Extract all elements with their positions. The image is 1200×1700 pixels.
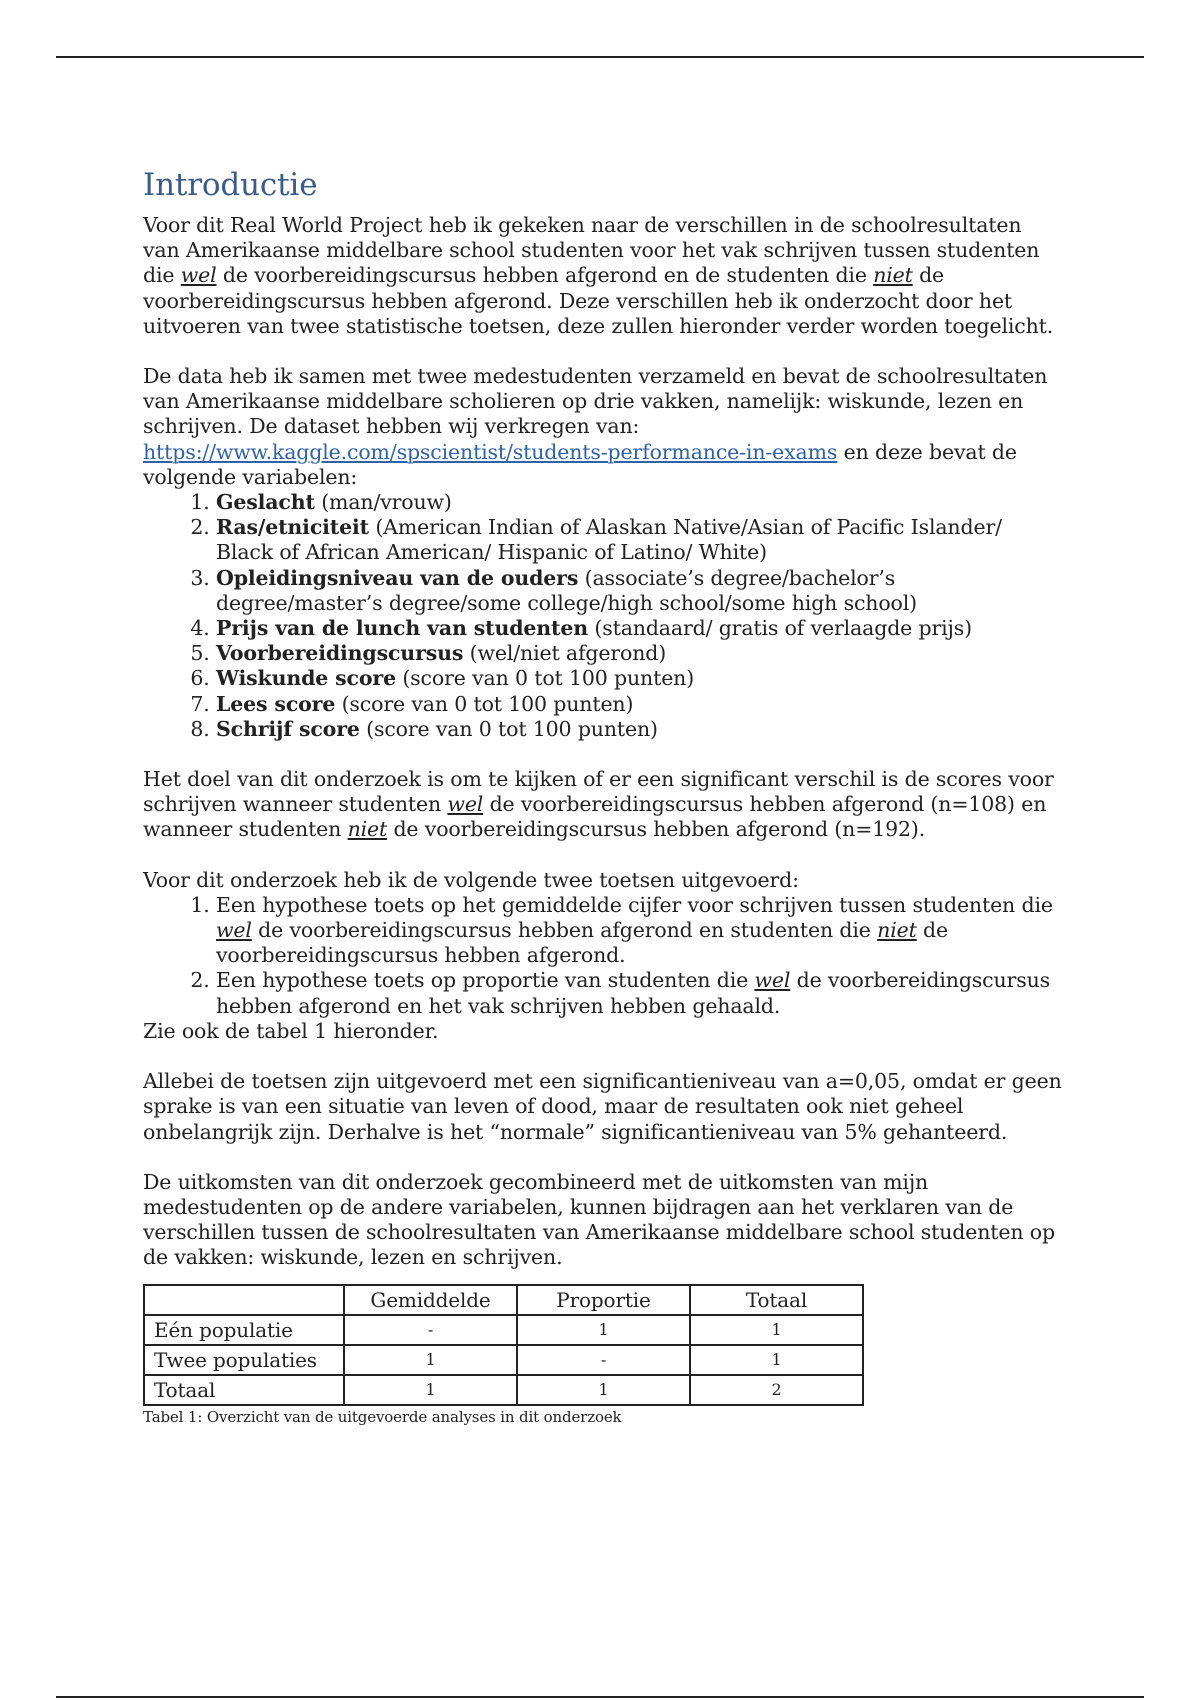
variable-desc: (associate’s degree/bachelor’s degree/master’s degree/some college/high school/some high school) [216, 565, 917, 615]
paragraph-goal [143, 767, 1063, 843]
table-cell: 2 [690, 1375, 863, 1405]
text: Het doel van dit onderzoek is om te kijken of er een significant verschil is de scores voor schrijven wanneer studenten [143, 767, 1054, 817]
text: de voorbereidingscursus hebben afgerond en het vak schrijven hebben gehaald. [216, 968, 1050, 1018]
paragraph-see-table: Zie ook de tabel 1 hieronder. [143, 1018, 439, 1043]
footer-rule [56, 1696, 1144, 1698]
text: de voorbereidingscursus hebben afgerond. [216, 918, 948, 968]
paragraph-intro [143, 213, 1063, 339]
list-item [216, 515, 1063, 565]
paragraph-data [143, 364, 1063, 490]
variable-name: Opleidingsniveau van de ouders [216, 565, 579, 590]
table-row-label: Twee populaties [144, 1345, 344, 1375]
table-cell: 1 [517, 1315, 690, 1345]
table-row [144, 1375, 863, 1405]
paragraph-tests-intro: Voor dit onderzoek heb ik de volgende twee toetsen uitgevoerd: [143, 867, 799, 892]
emphasis-niet: niet [877, 918, 917, 943]
emphasis-niet: niet [347, 817, 388, 842]
table-header-cell [144, 1285, 344, 1315]
variable-name: Wiskunde score [216, 666, 396, 691]
variable-desc: (man/vrouw) [314, 490, 452, 515]
variable-desc: (wel/niet afgerond) [463, 641, 667, 666]
text: de voorbereidingscursus hebben afgerond [483, 792, 931, 817]
table-cell: 1 [344, 1375, 517, 1405]
text: en deze bevat de volgende variabelen: [143, 439, 1017, 489]
text: en wanneer studenten [143, 792, 1047, 842]
text: De data heb ik samen met twee medestudenten verzameld en bevat de schoolresultaten van Amerikaanse middelbare scholieren op drie vakken, namelijk: wiskunde, lezen en schrijven. De dataset hebben wij verkregen van: [143, 364, 1048, 439]
tests-list [143, 893, 1063, 1019]
table-row-label: Totaal [144, 1375, 344, 1405]
emphasis-niet: niet [873, 263, 913, 288]
table-row [144, 1345, 863, 1375]
variable-desc: (score van 0 tot 100 punten) [335, 691, 634, 716]
variable-name: Prijs van de lunch van studenten [216, 616, 589, 641]
variable-desc: (score van 0 tot 100 punten) [395, 666, 695, 691]
text: Allebei de toetsen zijn uitgevoerd met een significantieniveau van [143, 1069, 826, 1094]
analyses-table [143, 1284, 864, 1406]
variable-name: Voorbereidingscursus [216, 641, 464, 666]
text: Voor dit Real World Project heb ik gekeken naar de verschillen in de schoolresultaten van Amerikaanse middelbare school studenten voor het vak schrijven tussen studenten die [143, 213, 1040, 288]
document-body [143, 166, 1063, 1426]
table-cell: 1 [690, 1315, 863, 1345]
header-rule [56, 56, 1144, 58]
alpha-value: a=0,05 [825, 1069, 900, 1094]
list-item [216, 666, 1063, 691]
text: . [918, 817, 926, 842]
table-header-row [144, 1285, 863, 1315]
table-cell: - [517, 1345, 690, 1375]
text: de voorbereidingscursus hebben afgerond en studenten die [251, 918, 878, 943]
text: de voorbereidingscursus hebben afgerond [387, 817, 835, 842]
list-item [216, 968, 1063, 1018]
dataset-link[interactable]: https://www.kaggle.com/spscientist/students-performance-in-exams [143, 439, 838, 464]
table-cell: 1 [344, 1345, 517, 1375]
table-cell: 1 [690, 1345, 863, 1375]
list-item [216, 566, 1063, 616]
list-item [216, 616, 1063, 641]
sample-size-niet: (n=192) [834, 817, 919, 842]
table-header-cell: Gemiddelde [344, 1285, 517, 1315]
list-item [216, 893, 1063, 969]
table-cell: - [344, 1315, 517, 1345]
emphasis-wel: wel [447, 792, 484, 817]
text: Een hypothese toets op proportie van studenten die [216, 968, 755, 993]
table-cell: 1 [517, 1375, 690, 1405]
text: de voorbereidingscursus hebben afgerond en de studenten die [216, 263, 874, 288]
section-heading: Introductie [143, 167, 318, 203]
emphasis-wel: wel [754, 968, 791, 993]
variable-name: Geslacht [216, 490, 315, 515]
list-item [216, 490, 1063, 515]
text: Een hypothese toets op het gemiddelde cijfer voor schrijven tussen studenten die [216, 892, 1053, 917]
variable-name: Schrijf score [216, 716, 360, 741]
variable-desc: (score van 0 tot 100 punten) [359, 716, 658, 741]
text: , omdat er geen sprake is van een situatie van leven of dood, maar de resultaten ook niet geheel onbelangrijk zijn. Derhalve is het “normale” significantieniveau van 5% gehanteerd. [143, 1069, 1062, 1144]
table-row [144, 1315, 863, 1345]
variable-desc: (American Indian of Alaskan Native/Asian of Pacific Islander/ Black of African American/ Hispanic of Latino/ White) [216, 515, 1002, 565]
variable-name: Ras/etniciteit [216, 515, 369, 540]
list-item [216, 717, 1063, 742]
table-caption: Tabel 1: Overzicht van de uitgevoerde analyses in dit onderzoek [143, 1407, 622, 1426]
list-item [216, 641, 1063, 666]
text: de voorbereidingscursus hebben afgerond. Deze verschillen heb ik onderzocht door het uitvoeren van twee statistische toetsen, deze zullen hieronder verder worden toegelicht. [143, 263, 1054, 338]
emphasis-wel: wel [180, 263, 217, 288]
table-header-cell: Totaal [690, 1285, 863, 1315]
variable-name: Lees score [216, 691, 336, 716]
emphasis-wel: wel [216, 918, 252, 943]
table-row-label: Eén populatie [144, 1315, 344, 1345]
sample-size-wel: (n=108) [930, 792, 1015, 817]
variable-desc: (standaard/ gratis of verlaagde prijs) [588, 616, 972, 641]
paragraph-significance [143, 1069, 1063, 1145]
list-item [216, 692, 1063, 717]
table-header-cell: Proportie [517, 1285, 690, 1315]
variables-list [143, 490, 1063, 742]
paragraph-conclusion: De uitkomsten van dit onderzoek gecombineerd met de uitkomsten van mijn medestudenten op de andere variabelen, kunnen bijdragen aan het verklaren van de verschillen tussen de schoolresultaten van Amerikaanse middelbare school studenten op de vakken: wiskunde, lezen en schrijven. [143, 1169, 1055, 1270]
